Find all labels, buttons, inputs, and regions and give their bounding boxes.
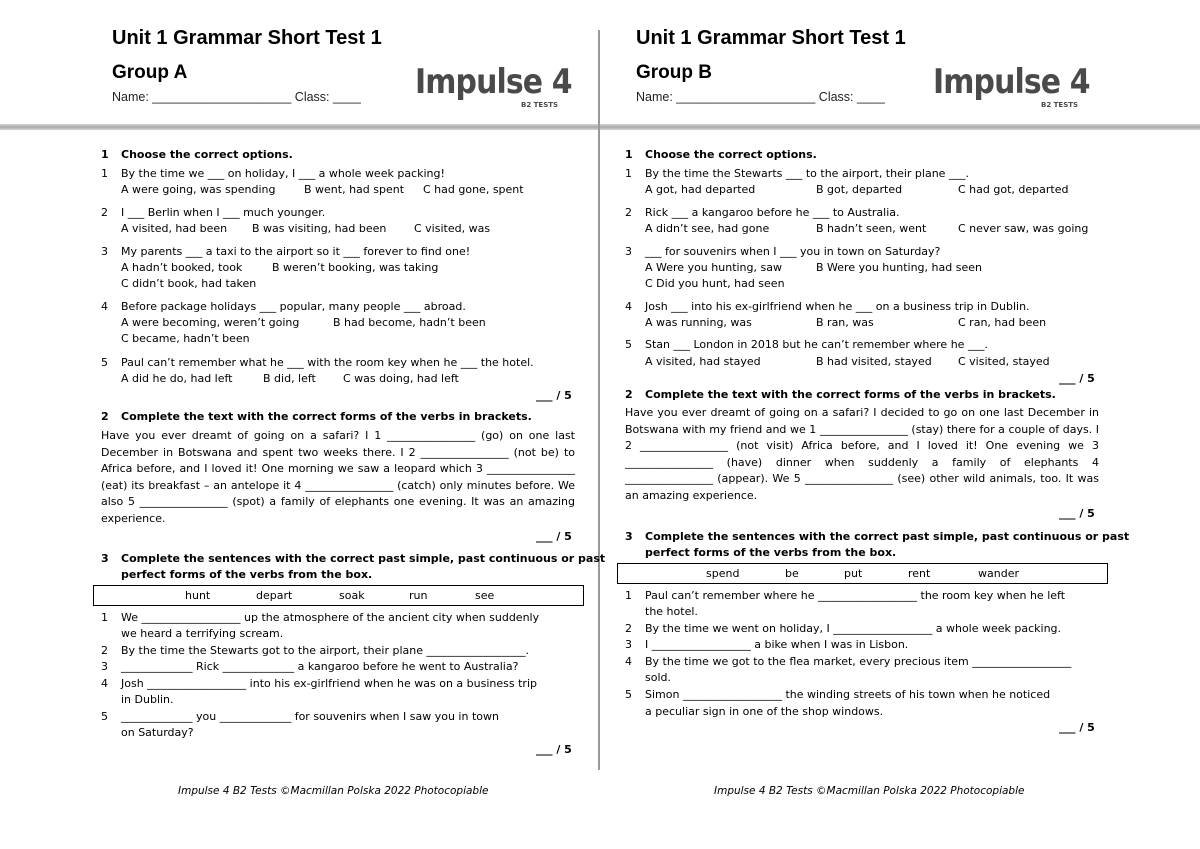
question-number: 5 — [101, 356, 108, 369]
name-class-line: Name: ____________________ Class: ____ — [112, 90, 361, 104]
sentence-text: Simon __________________ the winding streets of his town when he noticed — [645, 688, 1051, 701]
word-box-item: see — [475, 589, 495, 602]
question-number: 2 — [625, 206, 632, 219]
word-box-item: depart — [256, 589, 293, 602]
score-box: ___ / 5 — [536, 389, 572, 402]
option-b: B hadn’t seen, went — [816, 222, 927, 235]
option-a: A were becoming, weren’t going — [121, 316, 300, 329]
question-text: By the time the Stewarts ___ to the airport, their plane ___. — [645, 167, 969, 180]
exercise-heading: Complete the text with the correct forms of the verbs in brackets. — [121, 410, 532, 423]
option-a: A Were you hunting, saw — [645, 261, 782, 274]
sentence-number: 2 — [625, 622, 632, 635]
option-c: C had got, departed — [958, 183, 1069, 196]
option-b: B was visiting, had been — [252, 222, 387, 235]
gap-fill-text: Have you ever dreamt of going on a safari? I 1 ________________ (go) on one last December in Botswana and spent two weeks there. I 2 ________________ (not be) to Africa before, and I loved it! One morning we saw a leopard which 3 ________________ (eat) its breakfast – an antelope it 4 ________________ (catch) only minutes before. We also 5 ________________ (spot) a family of elephants one evening. It was an amazing experience. — [101, 429, 575, 525]
word-box-item: hunt — [185, 589, 211, 602]
word-box-item: spend — [706, 567, 740, 580]
word-box — [617, 563, 1108, 584]
exercise-heading-cont: perfect forms of the verbs from the box. — [645, 546, 897, 559]
impulse-logo: Impulse 4 — [415, 62, 572, 102]
option-a: A were going, was spending — [121, 183, 276, 196]
exercise-number: 2 — [625, 388, 633, 401]
sentence-text: on Saturday? — [121, 726, 194, 739]
sentence-text: a peculiar sign in one of the shop windows. — [645, 705, 884, 718]
exercise-heading: Choose the correct options. — [121, 148, 293, 161]
option-b: B did, left — [263, 372, 316, 385]
sentence-number: 4 — [101, 677, 108, 690]
score-box: ___ / 5 — [1059, 721, 1095, 734]
footer-copyright: Impulse 4 B2 Tests ©Macmillan Polska 2022 Photocopiable — [178, 785, 489, 797]
option-a: A visited, had been — [121, 222, 228, 235]
group-label: Group A — [112, 62, 188, 83]
question-text: My parents ___ a taxi to the airport so it ___ forever to find one! — [121, 245, 471, 258]
word-box-item: soak — [339, 589, 365, 602]
question-text: Josh ___ into his ex-girlfriend when he ___ on a business trip in Dublin. — [645, 300, 1030, 313]
question-number: 1 — [625, 167, 632, 180]
test-page-group-b — [600, 0, 1200, 849]
option-b: B got, departed — [816, 183, 903, 196]
page-title: Unit 1 Grammar Short Test 1 — [636, 27, 906, 49]
word-box — [93, 585, 584, 606]
sentence-number: 5 — [101, 710, 108, 723]
sentence-number: 2 — [101, 644, 108, 657]
option-b: B went, had spent — [304, 183, 405, 196]
option-b: B had visited, stayed — [816, 355, 932, 368]
sentence-number: 5 — [625, 688, 632, 701]
exercise-heading-cont: perfect forms of the verbs from the box. — [121, 568, 373, 581]
option-c: C didn’t book, had taken — [121, 277, 257, 290]
sentence-text: in Dublin. — [121, 693, 174, 706]
question-number: 4 — [101, 300, 108, 313]
sentence-text: We __________________ up the atmosphere of the ancient city when suddenly — [121, 611, 540, 624]
exercise-heading: Choose the correct options. — [645, 148, 817, 161]
option-c: C ran, had been — [958, 316, 1047, 329]
question-number: 3 — [101, 245, 108, 258]
sentence-number: 3 — [101, 660, 108, 673]
option-b: B had become, hadn’t been — [333, 316, 486, 329]
score-box: ___ / 5 — [1059, 507, 1095, 520]
word-box-item: rent — [908, 567, 931, 580]
option-a: A hadn’t booked, took — [121, 261, 243, 274]
score-box: ___ / 5 — [1059, 372, 1095, 385]
word-box-item: be — [785, 567, 799, 580]
option-c: C never saw, was going — [958, 222, 1089, 235]
question-number: 2 — [101, 206, 108, 219]
question-text: ___ for souvenirs when I ___ you in town on Saturday? — [645, 245, 941, 258]
exercise-number: 1 — [101, 148, 109, 161]
sentence-number: 1 — [625, 589, 632, 602]
question-text: By the time we ___ on holiday, I ___ a whole week packing! — [121, 167, 445, 180]
sentence-number: 4 — [625, 655, 632, 668]
word-box-item: run — [409, 589, 428, 602]
sentence-text: By the time we got to the flea market, every precious item __________________ — [645, 655, 1072, 668]
option-c: C visited, stayed — [958, 355, 1050, 368]
option-a: A didn’t see, had gone — [645, 222, 770, 235]
footer-copyright: Impulse 4 B2 Tests ©Macmillan Polska 2022 Photocopiable — [714, 785, 1025, 797]
name-class-line: Name: ____________________ Class: ____ — [636, 90, 885, 104]
question-number: 1 — [101, 167, 108, 180]
question-number: 3 — [625, 245, 632, 258]
exercise-number: 1 — [625, 148, 633, 161]
question-text: Stan ___ London in 2018 but he can’t remember where he ___. — [645, 338, 988, 351]
exercise-heading: Complete the sentences with the correct past simple, past continuous or past — [645, 530, 1130, 543]
sentence-text: By the time the Stewarts got to the airport, their plane __________________. — [121, 644, 529, 657]
option-b: B Were you hunting, had seen — [816, 261, 982, 274]
logo-subtitle: B2 TESTS — [521, 101, 559, 109]
sentence-text: _____________ Rick _____________ a kangaroo before he went to Australia? — [121, 660, 519, 673]
sentence-text: sold. — [645, 671, 671, 684]
option-a: A visited, had stayed — [645, 355, 761, 368]
option-c: C was doing, had left — [343, 372, 459, 385]
option-c: C became, hadn’t been — [121, 332, 250, 345]
question-text: Rick ___ a kangaroo before he ___ to Australia. — [645, 206, 900, 219]
exercise-heading: Complete the sentences with the correct past simple, past continuous or past — [121, 552, 606, 565]
option-c: C visited, was — [414, 222, 491, 235]
sentence-text: _____________ you _____________ for souvenirs when I saw you in town — [121, 710, 499, 723]
question-number: 4 — [625, 300, 632, 313]
sentence-text: By the time we went on holiday, I __________________ a whole week packing. — [645, 622, 1062, 635]
option-b: B weren’t booking, was taking — [272, 261, 439, 274]
exercise-number: 3 — [625, 530, 633, 543]
option-a: A got, had departed — [645, 183, 756, 196]
gap-fill-text: Have you ever dreamt of going on a safari? I decided to go on one last December in Botswana with my friend and we 1 ________________ (stay) there for a couple of days. I 2 ________________ (not visit) Africa before, and I loved it! One evening we 3 ________________ (have) dinner when suddenly a family of elephants 4 ________________ (appear). We 5 ________________ (see) other wild animals, too. It was an amazing experience. — [625, 406, 1099, 502]
sentence-text: we heard a terrifying scream. — [121, 627, 284, 640]
option-b: B ran, was — [816, 316, 874, 329]
logo-subtitle: B2 TESTS — [1041, 101, 1079, 109]
sentence-number: 3 — [625, 638, 632, 651]
sentence-text: the hotel. — [645, 605, 698, 618]
option-c: C Did you hunt, had seen — [645, 277, 785, 290]
exercise-number: 2 — [101, 410, 109, 423]
score-box: ___ / 5 — [536, 530, 572, 543]
option-a: A was running, was — [645, 316, 752, 329]
question-text: I ___ Berlin when I ___ much younger. — [121, 206, 326, 219]
option-a: A did he do, had left — [121, 372, 233, 385]
question-text: Before package holidays ___ popular, many people ___ abroad. — [121, 300, 466, 313]
exercise-number: 3 — [101, 552, 109, 565]
group-label: Group B — [636, 62, 712, 83]
question-text: Paul can’t remember what he ___ with the room key when he ___ the hotel. — [121, 356, 534, 369]
exercise-heading: Complete the text with the correct forms of the verbs in brackets. — [645, 388, 1056, 401]
word-box-item: wander — [978, 567, 1019, 580]
option-c: C had gone, spent — [423, 183, 524, 196]
impulse-logo: Impulse 4 — [933, 62, 1090, 102]
word-box-item: put — [844, 567, 863, 580]
sentence-text: Paul can’t remember where he __________________ the room key when he left — [645, 589, 1066, 602]
question-number: 5 — [625, 338, 632, 351]
sentence-text: I __________________ a bike when I was in Lisbon. — [645, 638, 909, 651]
sentence-text: Josh __________________ into his ex-girlfriend when he was on a business trip — [121, 677, 537, 690]
sentence-number: 1 — [101, 611, 108, 624]
page-title: Unit 1 Grammar Short Test 1 — [112, 27, 382, 49]
score-box: ___ / 5 — [536, 743, 572, 756]
